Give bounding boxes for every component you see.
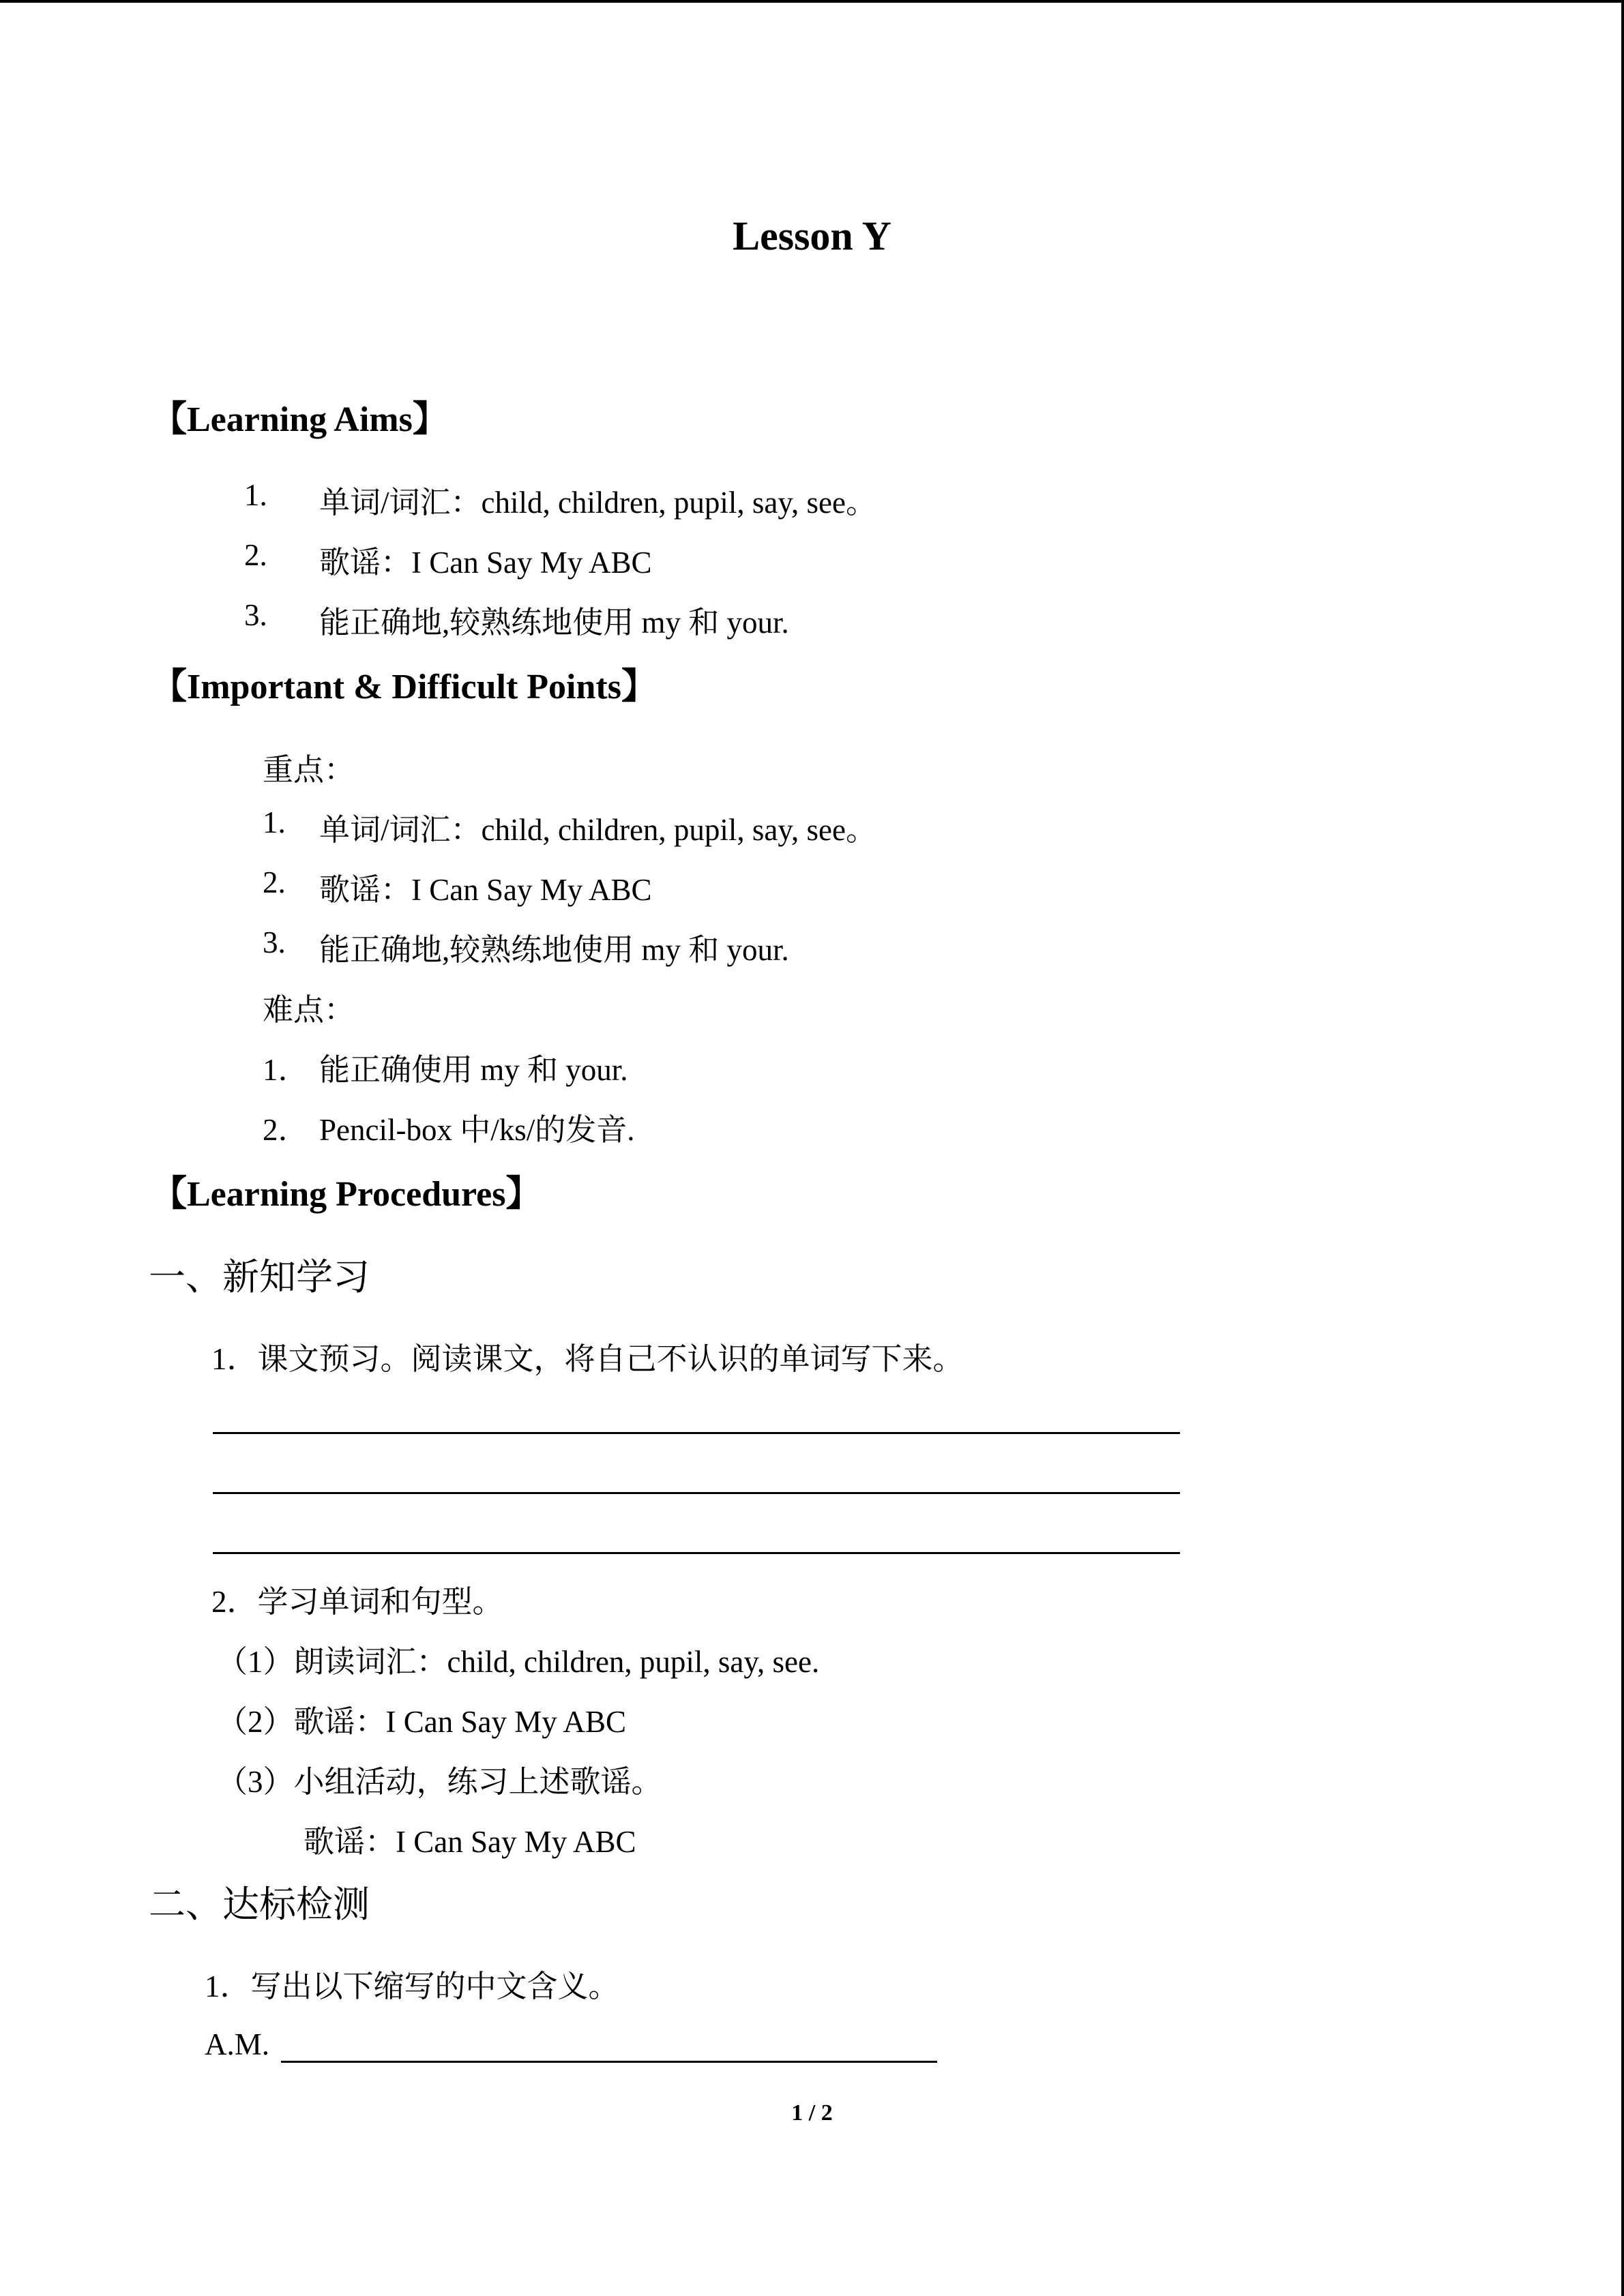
answer-line-3[interactable] [213,1552,1180,1554]
key-item-1-number: 1. [263,805,286,839]
am-label: A.M. [205,2027,270,2061]
part-one-question-2: 2．学习单词和句型。 [211,1585,503,1619]
part-one-heading: 一、新知学习 [149,1257,370,1298]
aims-item-1-number: 1. [244,478,267,512]
sub-item-1: （1）朗读词汇：child, children, pupil, say, see. [217,1645,820,1679]
part-two-heading: 二、达标检测 [149,1884,370,1925]
am-answer-line[interactable] [281,2061,937,2063]
aims-item-1-text: 单词/词汇：child, children, pupil, say, see。 [319,486,876,520]
aims-item-2-number: 2. [244,538,267,572]
page-title: Lesson Y [733,213,891,258]
key-item-3-number: 3. [263,925,286,959]
difficult-points-label: 难点： [263,993,355,1027]
key-points-label: 重点： [263,753,355,787]
part-one-question-1: 1．课文预习。阅读课文，将自己不认识的单词写下来。 [211,1342,964,1376]
answer-line-2[interactable] [213,1492,1180,1494]
key-item-3-text: 能正确地,较熟练地使用 my 和 your. [319,933,789,967]
page-top-border [0,0,1624,3]
key-item-1-text: 单词/词汇：child, children, pupil, say, see。 [319,813,876,847]
aims-item-2-text: 歌谣：I Can Say My ABC [319,546,652,580]
learning-procedures-heading: 【Learning Procedures】 [151,1175,542,1214]
key-item-2-number: 2. [263,865,286,899]
aims-item-3-text: 能正确地,较熟练地使用 my 和 your. [319,606,789,640]
sub-item-3-detail: 歌谣：I Can Say My ABC [304,1825,636,1859]
sub-item-3: （3）小组活动，练习上述歌谣。 [217,1765,662,1799]
difficult-item-1-number: 1． [263,1053,309,1087]
key-item-2-text: 歌谣：I Can Say My ABC [319,873,652,907]
part-two-question-1: 1．写出以下缩写的中文含义。 [205,1969,619,2003]
difficult-item-2-number: 2． [263,1113,309,1147]
learning-aims-heading: 【Learning Aims】 [151,400,448,439]
difficult-item-2-text: Pencil-box 中/ks/的发音. [319,1113,635,1147]
answer-line-1[interactable] [213,1432,1180,1434]
difficult-item-1-text: 能正确使用 my 和 your. [319,1053,628,1087]
sub-item-2: （2）歌谣：I Can Say My ABC [217,1705,627,1739]
page-right-border [1621,0,1624,2296]
important-difficult-heading: 【Important & Difficult Points】 [151,668,657,706]
page-number: 1 / 2 [791,2100,833,2126]
aims-item-3-number: 3. [244,598,267,632]
